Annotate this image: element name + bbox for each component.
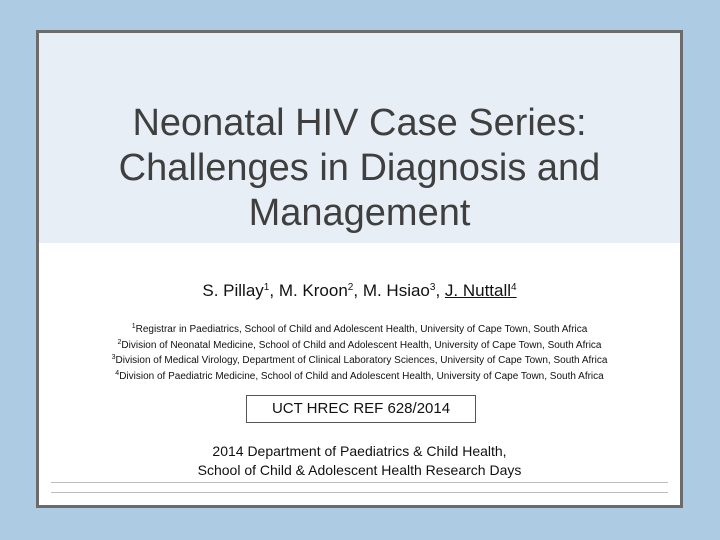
affiliation-4: $^4$Division of Paediatric Medicine, School of Child and Adolescent Health, University of Cape Town, South Africa [115, 369, 604, 382]
title-line-1: Neonatal HIV Case Series: [132, 102, 587, 144]
title-line-2: Challenges in Diagnosis and [118, 147, 601, 189]
footer-divider-bottom [51, 492, 668, 493]
affiliation-2: $^2$Division of Neonatal Medicine, School of Child and Adolescent Health, University of Cape Town, South Africa [117, 338, 602, 351]
affiliation-1: $^1$Registrar in Paediatrics, School of Child and Adolescent Health, University of Cape Town, South Africa [131, 323, 588, 335]
author-3: M. Hsiao$^3$, [362, 281, 445, 300]
author-1: S. Pillay$^1$, [202, 281, 279, 300]
author-2: M. Kroon$^2$, [278, 281, 363, 300]
slide [36, 30, 683, 508]
title-line-3: Management [248, 192, 471, 234]
ethics-reference-box: UCT HREC REF 628/2014 [246, 395, 476, 423]
event-info [39, 442, 680, 480]
footer-divider-top [51, 482, 668, 483]
event-line-1: 2014 Department of Paediatrics & Child Health, [212, 443, 507, 459]
author-4: J. Nuttall$^4$ [444, 281, 517, 300]
affiliation-list [39, 322, 680, 384]
author-list [39, 281, 680, 301]
slide-title [39, 101, 680, 236]
event-line-2: School of Child & Adolescent Health Research Days [197, 462, 522, 478]
affiliation-3: $^3$Division of Medical Virology, Department of Clinical Laboratory Sciences, University of Cape Town, South Africa [111, 354, 608, 366]
